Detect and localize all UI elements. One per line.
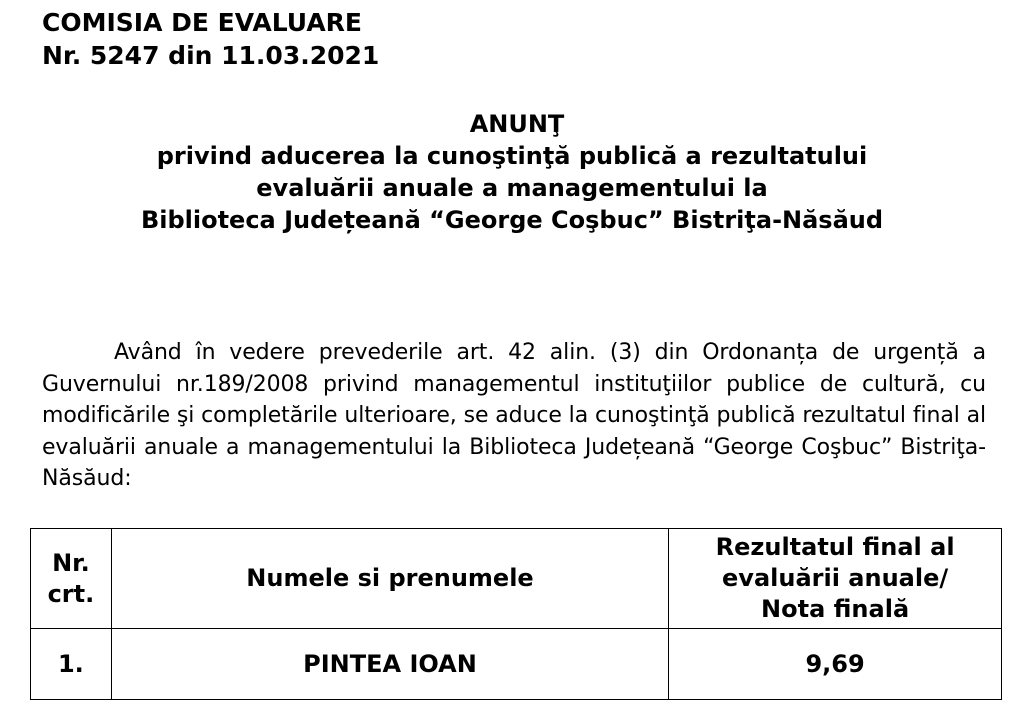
announcement-title: [0, 108, 1024, 236]
table-header-row: [31, 529, 1002, 629]
header-result: [669, 529, 1002, 629]
results-table: [30, 528, 1002, 700]
row-nr: 1.: [31, 629, 112, 700]
header-nr-line-2: crt.: [47, 579, 95, 608]
header-result-line-2: evaluării anuale/: [722, 564, 949, 592]
title-line-2: privind aducerea la cunoştinţă publică a rezultatului: [156, 142, 868, 170]
title-line-3: evaluării anuale a managementului la: [256, 174, 768, 202]
document-reference: Nr. 5247 din 11.03.2021: [42, 41, 380, 70]
table-row: [31, 629, 1002, 700]
header-result-line-3: Nota finală: [761, 595, 910, 623]
row-name: PINTEA IOAN: [111, 629, 668, 700]
title-line-1: ANUNŢ: [469, 110, 565, 138]
header-name: Numele si prenumele: [111, 529, 668, 629]
row-score: 9,69: [669, 629, 1002, 700]
header-nr-line-1: Nr.: [52, 548, 90, 577]
committee-name: COMISIA DE EVALUARE: [42, 8, 362, 37]
header-result-line-1: Rezultatul final al: [715, 533, 955, 561]
document-header: [42, 6, 379, 72]
header-nr-crt: [31, 529, 112, 629]
title-line-4: Biblioteca Județeană “George Coşbuc” Bistriţa-Năsăud: [140, 206, 884, 234]
body-paragraph: Având în vedere prevederile art. 42 alin. (3) din Ordonanța de urgență a Guvernului nr.189/2008 privind managementul instituţiilor publice de cultură, cu modificările şi completările ulterioare, se aduce la cunoştinţă publică rezultatul final al evaluării anuale a managementului la Biblioteca Județeană “George Coşbuc” Bistriţa-Năsăud:: [42, 340, 986, 491]
